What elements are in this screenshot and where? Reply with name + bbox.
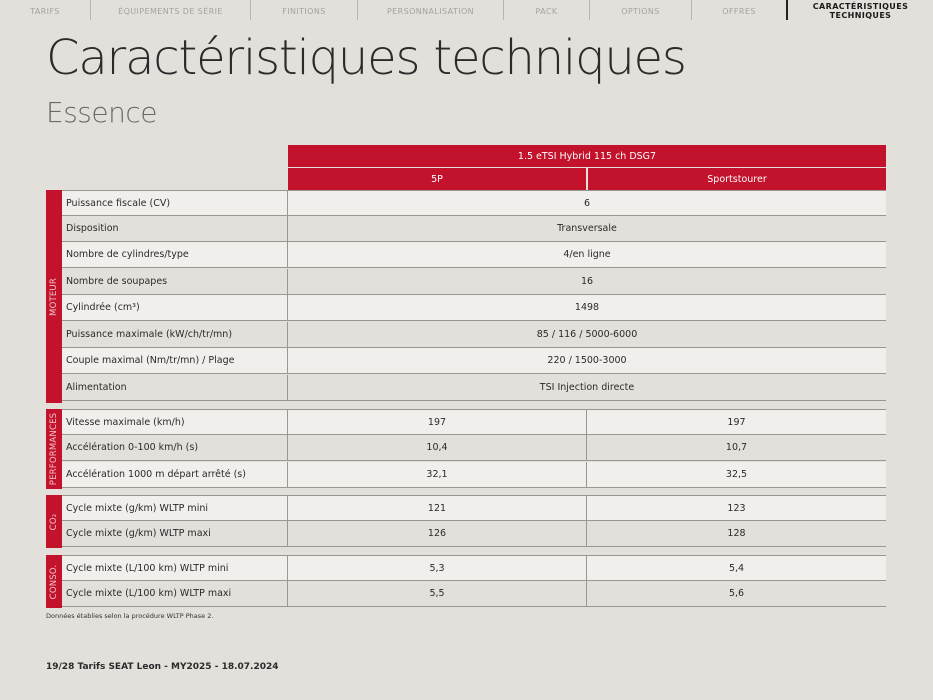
table-row: [62, 462, 886, 488]
table-row: [62, 190, 886, 216]
group-bar: [46, 495, 62, 548]
table-row: [62, 322, 886, 348]
row-value: TSI Injection directe: [539, 382, 635, 393]
row-label: Cycle mixte (g/km) WLTP maxi: [62, 521, 288, 546]
nav-tab-active-line1: CARACTÉRISTIQUES: [812, 2, 909, 11]
row-value-5p: 32,1: [288, 462, 587, 487]
group-label-moteur: MOTEUR: [49, 277, 59, 316]
nav-tab-finitions[interactable]: FINITIONS: [282, 6, 326, 16]
row-value-sportstourer: 5,4: [728, 562, 745, 574]
top-navigation: [0, 0, 933, 22]
table-row: [62, 216, 886, 242]
group-conso: [46, 555, 886, 608]
column-header-5p: 5P: [288, 168, 586, 190]
page-footer: 19/28 Tarifs SEAT Leon - MY2025 - 18.07.2024: [46, 662, 279, 672]
group-label-conso: CONSO.: [49, 564, 59, 599]
nav-tab-equipements[interactable]: ÉQUIPEMENTS DE SÉRIE: [118, 6, 223, 16]
row-label: Cycle mixte (L/100 km) WLTP mini: [62, 556, 288, 580]
row-label: Cycle mixte (g/km) WLTP mini: [62, 496, 288, 520]
nav-tab-pack[interactable]: PACK: [535, 6, 558, 16]
table-row: [62, 435, 886, 461]
table-row: [62, 295, 886, 321]
row-value-sportstourer: 5,6: [728, 588, 745, 599]
row-label: Accélération 0-100 km/h (s): [62, 435, 288, 460]
row-label: Alimentation: [62, 375, 288, 400]
row-label: Disposition: [62, 216, 288, 241]
row-label: Puissance maximale (kW/ch/tr/mn): [62, 322, 288, 347]
row-value: 16: [580, 276, 594, 287]
page-title: Caractéristiques techniques: [46, 30, 686, 86]
row-value: Transversale: [557, 223, 617, 234]
group-label-performances: PERFORMANCES: [49, 412, 59, 486]
row-value: 1498: [574, 302, 600, 313]
table-row: [62, 269, 886, 295]
row-value-5p: 5,5: [288, 581, 587, 606]
row-value-sportstourer: 123: [727, 502, 746, 514]
row-label: Cylindrée (cm³): [62, 295, 288, 320]
nav-tab-options[interactable]: OPTIONS: [621, 6, 660, 16]
row-value: 220 / 1500-3000: [547, 355, 627, 366]
nav-tab-personnalisation[interactable]: PERSONNALISATION: [386, 6, 475, 16]
nav-tab-caracteristiques-techniques[interactable]: [788, 0, 933, 22]
group-label-co2: CO₂: [49, 513, 59, 530]
group-moteur: [46, 190, 886, 403]
table-row: [62, 581, 886, 607]
row-value: 4/en ligne: [563, 249, 611, 260]
group-bar: [46, 190, 62, 403]
nav-tab-offres[interactable]: OFFRES: [722, 6, 756, 16]
row-value-sportstourer: 32,5: [725, 469, 748, 480]
table-row: [62, 409, 886, 435]
page-subtitle: Essence: [46, 96, 157, 129]
row-label: Vitesse maximale (km/h): [62, 410, 288, 434]
row-label: Nombre de soupapes: [62, 269, 288, 294]
row-value: 85 / 116 / 5000-6000: [536, 329, 638, 340]
row-label: Cycle mixte (L/100 km) WLTP maxi: [62, 581, 288, 606]
table-row: [62, 242, 886, 268]
table-row: [62, 521, 886, 547]
group-bar: [46, 555, 62, 608]
row-label: Puissance fiscale (CV): [62, 191, 288, 215]
engine-header: 1.5 eTSI Hybrid 115 ch DSG7: [288, 145, 886, 167]
row-value-5p: 5,3: [288, 556, 587, 580]
row-value-5p: 121: [288, 496, 587, 520]
footnote: Données établies selon la procédure WLTP Phase 2.: [46, 612, 214, 620]
table-row: [62, 555, 886, 581]
table-row: [62, 348, 886, 374]
row-value-sportstourer: 197: [727, 416, 746, 428]
group-bar: [46, 409, 62, 489]
group-performances: [46, 409, 886, 489]
group-co2: [46, 495, 886, 548]
table-row: [62, 375, 886, 401]
column-header-sportstourer: Sportstourer: [588, 168, 886, 190]
row-label: Accélération 1000 m départ arrêté (s): [62, 462, 288, 487]
row-value-5p: 126: [288, 521, 587, 546]
row-value-5p: 10,4: [288, 435, 587, 460]
row-value-sportstourer: 128: [727, 528, 746, 539]
nav-tab-tarifs[interactable]: TARIFS: [30, 6, 60, 16]
row-value-sportstourer: 10,7: [725, 442, 748, 453]
table-row: [62, 495, 886, 521]
row-value-5p: 197: [288, 410, 587, 434]
row-value: 6: [583, 197, 591, 209]
row-label: Nombre de cylindres/type: [62, 242, 288, 267]
row-label: Couple maximal (Nm/tr/mn) / Plage: [62, 348, 288, 373]
nav-tab-active-line2: TECHNIQUES: [829, 11, 892, 20]
